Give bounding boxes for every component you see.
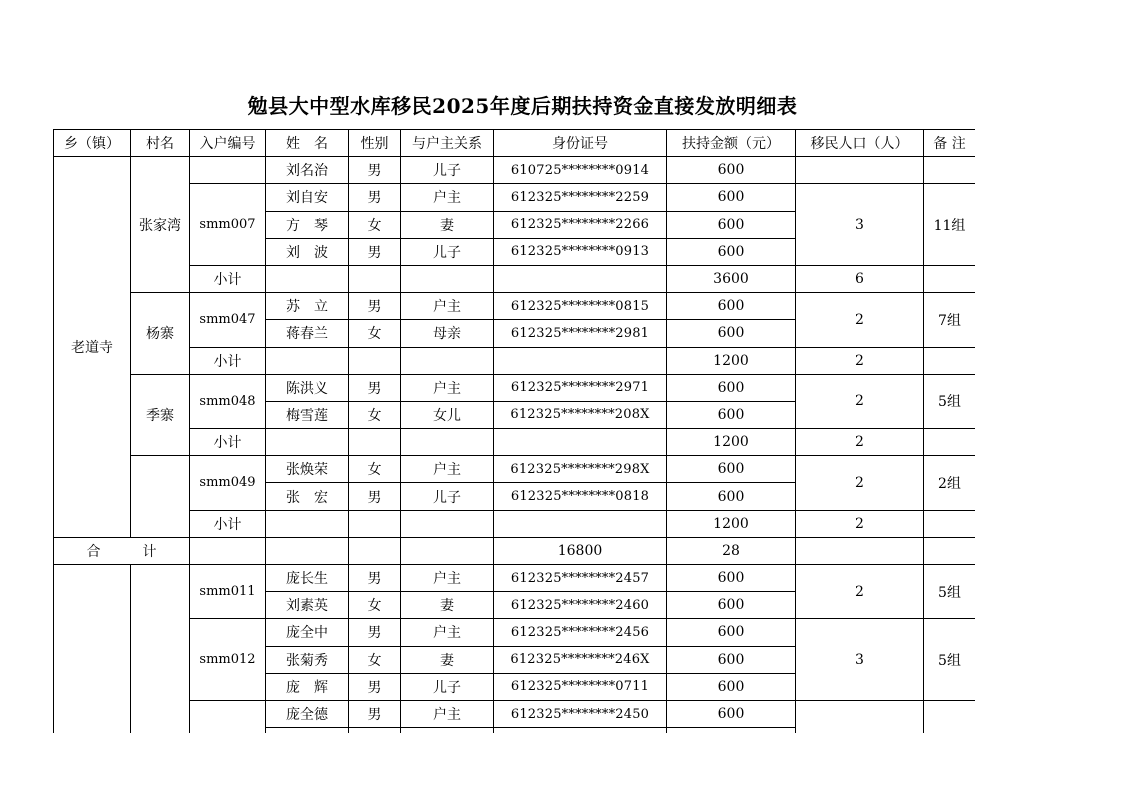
name-cell: 蒋春兰 — [266, 320, 349, 347]
sex-cell: 女 — [349, 646, 401, 673]
note-cell: 5组 — [924, 619, 976, 701]
amount-cell: 600 — [667, 483, 796, 510]
household-code-cell: smm048 — [190, 374, 266, 428]
empty-cell — [266, 265, 349, 292]
header-row — [54, 130, 976, 157]
population-cell: 2 — [796, 374, 924, 428]
name-cell: 刘 波 — [266, 238, 349, 265]
empty-cell — [667, 728, 796, 733]
amount-cell: 600 — [667, 700, 796, 727]
village-cell: 杨寨 — [131, 293, 190, 375]
sex-cell: 男 — [349, 565, 401, 592]
name-cell: 庞 辉 — [266, 673, 349, 700]
amount-cell: 600 — [667, 673, 796, 700]
subtotal-label: 小计 — [190, 347, 266, 374]
population-cell: 3 — [796, 184, 924, 266]
sex-cell: 男 — [349, 157, 401, 184]
sex-cell: 男 — [349, 483, 401, 510]
name-cell: 张焕荣 — [266, 456, 349, 483]
table-row — [54, 619, 976, 646]
subtotal-amount: 1200 — [667, 510, 796, 537]
amount-cell: 600 — [667, 401, 796, 428]
header-amount: 扶持金额（元） — [667, 130, 796, 157]
table-row — [54, 184, 976, 211]
sex-cell: 男 — [349, 293, 401, 320]
empty-cell — [349, 265, 401, 292]
subtotal-amount: 1200 — [667, 347, 796, 374]
empty-cell — [266, 510, 349, 537]
subtotal-label: 小计 — [190, 510, 266, 537]
amount-cell: 600 — [667, 646, 796, 673]
sex-cell: 男 — [349, 238, 401, 265]
empty-cell — [349, 429, 401, 456]
header-relation: 与户主关系 — [401, 130, 494, 157]
name-cell: 张菊秀 — [266, 646, 349, 673]
header-id-number: 身份证号 — [494, 130, 667, 157]
amount-cell: 600 — [667, 320, 796, 347]
amount-cell: 600 — [667, 565, 796, 592]
relation-cell: 妻 — [401, 592, 494, 619]
population-cell: 2 — [796, 565, 924, 619]
relation-cell: 母亲 — [401, 320, 494, 347]
relation-cell: 户主 — [401, 293, 494, 320]
sex-cell: 女 — [349, 401, 401, 428]
empty-cell — [401, 728, 494, 733]
relation-cell: 户主 — [401, 700, 494, 727]
subtotal-population: 2 — [796, 429, 924, 456]
header-village: 村名 — [131, 130, 190, 157]
sex-cell: 男 — [349, 184, 401, 211]
name-cell: 庞全中 — [266, 619, 349, 646]
table-row — [54, 456, 976, 483]
empty-cell — [266, 347, 349, 374]
relation-cell: 户主 — [401, 565, 494, 592]
id-cell: 612325********0711 — [494, 673, 667, 700]
empty-cell — [349, 537, 401, 564]
id-cell: 612325********2981 — [494, 320, 667, 347]
empty-cell — [924, 510, 976, 537]
subtotal-population: 6 — [796, 265, 924, 292]
header-name: 姓 名 — [266, 130, 349, 157]
id-cell: 610725********0914 — [494, 157, 667, 184]
empty-cell — [924, 347, 976, 374]
village-cell: 季寨 — [131, 374, 190, 456]
relation-cell: 儿子 — [401, 157, 494, 184]
table-container — [53, 129, 975, 733]
name-cell: 刘名治 — [266, 157, 349, 184]
empty-cell — [924, 265, 976, 292]
id-cell: 612325********298X — [494, 456, 667, 483]
amount-cell: 600 — [667, 184, 796, 211]
funding-table — [53, 129, 975, 733]
empty-cell — [401, 347, 494, 374]
township-cell — [54, 565, 131, 734]
empty-cell — [494, 347, 667, 374]
id-cell: 612325********2450 — [494, 700, 667, 727]
household-code-cell: smm007 — [190, 184, 266, 266]
subtotal-label: 小计 — [190, 429, 266, 456]
subtotal-row — [54, 510, 976, 537]
empty-cell — [266, 728, 349, 733]
table-row — [54, 293, 976, 320]
subtotal-label: 小计 — [190, 265, 266, 292]
relation-cell: 儿子 — [401, 483, 494, 510]
name-cell: 庞全德 — [266, 700, 349, 727]
header-township: 乡（镇） — [54, 130, 131, 157]
empty-cell — [494, 265, 667, 292]
sex-cell: 男 — [349, 374, 401, 401]
empty-cell — [349, 347, 401, 374]
subtotal-amount: 1200 — [667, 429, 796, 456]
relation-cell: 儿子 — [401, 238, 494, 265]
population-cell: 3 — [796, 619, 924, 701]
empty-cell — [401, 429, 494, 456]
amount-cell: 600 — [667, 211, 796, 238]
name-cell: 刘自安 — [266, 184, 349, 211]
relation-cell: 户主 — [401, 456, 494, 483]
name-cell: 刘素英 — [266, 592, 349, 619]
sex-cell: 男 — [349, 619, 401, 646]
household-code-cell: smm012 — [190, 619, 266, 701]
relation-cell: 儿子 — [401, 673, 494, 700]
note-cell: 2组 — [924, 456, 976, 510]
name-cell: 庞长生 — [266, 565, 349, 592]
table-row — [54, 157, 976, 184]
township-cell: 老道寺 — [54, 157, 131, 538]
id-cell: 612325********2457 — [494, 565, 667, 592]
population-cell: 2 — [796, 293, 924, 347]
total-amount: 16800 — [494, 537, 667, 564]
name-cell: 梅雪莲 — [266, 401, 349, 428]
amount-cell: 600 — [667, 157, 796, 184]
subtotal-row — [54, 265, 976, 292]
empty-cell — [349, 510, 401, 537]
relation-cell: 户主 — [401, 374, 494, 401]
amount-cell: 600 — [667, 374, 796, 401]
empty-cell — [266, 429, 349, 456]
name-cell: 方 琴 — [266, 211, 349, 238]
relation-cell: 户主 — [401, 184, 494, 211]
total-label: 合 计 — [54, 537, 190, 564]
table-row — [54, 700, 976, 727]
sex-cell: 女 — [349, 456, 401, 483]
subtotal-population: 2 — [796, 510, 924, 537]
amount-cell: 600 — [667, 293, 796, 320]
empty-cell — [266, 537, 349, 564]
empty-cell — [190, 537, 266, 564]
amount-cell: 600 — [667, 619, 796, 646]
total-row — [54, 537, 976, 564]
id-cell: 612325********0815 — [494, 293, 667, 320]
empty-cell — [494, 510, 667, 537]
amount-cell: 600 — [667, 456, 796, 483]
household-code-cell: smm011 — [190, 565, 266, 619]
amount-cell: 600 — [667, 238, 796, 265]
empty-cell — [401, 265, 494, 292]
sex-cell: 女 — [349, 320, 401, 347]
header-sex: 性别 — [349, 130, 401, 157]
name-cell: 陈洪义 — [266, 374, 349, 401]
id-cell: 612325********0913 — [494, 238, 667, 265]
id-cell: 612325********2266 — [494, 211, 667, 238]
household-code-cell: smm049 — [190, 456, 266, 510]
sex-cell: 男 — [349, 700, 401, 727]
empty-cell — [494, 429, 667, 456]
id-cell: 612325********246X — [494, 646, 667, 673]
subtotal-amount: 3600 — [667, 265, 796, 292]
relation-cell: 妻 — [401, 646, 494, 673]
relation-cell: 妻 — [401, 211, 494, 238]
amount-cell: 600 — [667, 592, 796, 619]
table-row — [54, 565, 976, 592]
name-cell: 张 宏 — [266, 483, 349, 510]
note-cell: 5组 — [924, 374, 976, 428]
empty-cell — [924, 429, 976, 456]
village-cell — [131, 565, 190, 734]
relation-cell: 女儿 — [401, 401, 494, 428]
population-cell: 2 — [796, 456, 924, 510]
empty-cell — [401, 537, 494, 564]
id-cell: 612325********208X — [494, 401, 667, 428]
name-cell: 苏 立 — [266, 293, 349, 320]
id-cell: 612325********0818 — [494, 483, 667, 510]
note-cell — [924, 157, 976, 184]
subtotal-row — [54, 347, 976, 374]
total-population: 28 — [667, 537, 796, 564]
household-code-cell — [190, 700, 266, 733]
empty-cell — [494, 728, 667, 733]
empty-cell — [349, 728, 401, 733]
village-cell — [131, 456, 190, 538]
table-row — [54, 374, 976, 401]
page-title: 勉县大中型水库移民2025年度后期扶持资金直接发放明细表 — [247, 94, 798, 118]
header-household-code: 入户编号 — [190, 130, 266, 157]
header-note: 备 注 — [924, 130, 976, 157]
relation-cell: 户主 — [401, 619, 494, 646]
id-cell: 612325********2971 — [494, 374, 667, 401]
id-cell: 612325********2259 — [494, 184, 667, 211]
population-cell — [796, 157, 924, 184]
subtotal-row — [54, 429, 976, 456]
subtotal-population: 2 — [796, 347, 924, 374]
id-cell: 612325********2460 — [494, 592, 667, 619]
note-cell: 11组 — [924, 184, 976, 266]
sex-cell: 女 — [349, 592, 401, 619]
empty-cell — [796, 537, 924, 564]
note-cell: 5组 — [924, 565, 976, 619]
village-cell: 张家湾 — [131, 157, 190, 293]
population-cell — [796, 700, 924, 733]
id-cell: 612325********2456 — [494, 619, 667, 646]
note-cell — [924, 700, 976, 733]
sex-cell: 男 — [349, 673, 401, 700]
header-population: 移民人口（人） — [796, 130, 924, 157]
empty-cell — [401, 510, 494, 537]
household-code-cell: smm047 — [190, 293, 266, 347]
sex-cell: 女 — [349, 211, 401, 238]
household-code-cell — [190, 157, 266, 184]
note-cell: 7组 — [924, 293, 976, 347]
